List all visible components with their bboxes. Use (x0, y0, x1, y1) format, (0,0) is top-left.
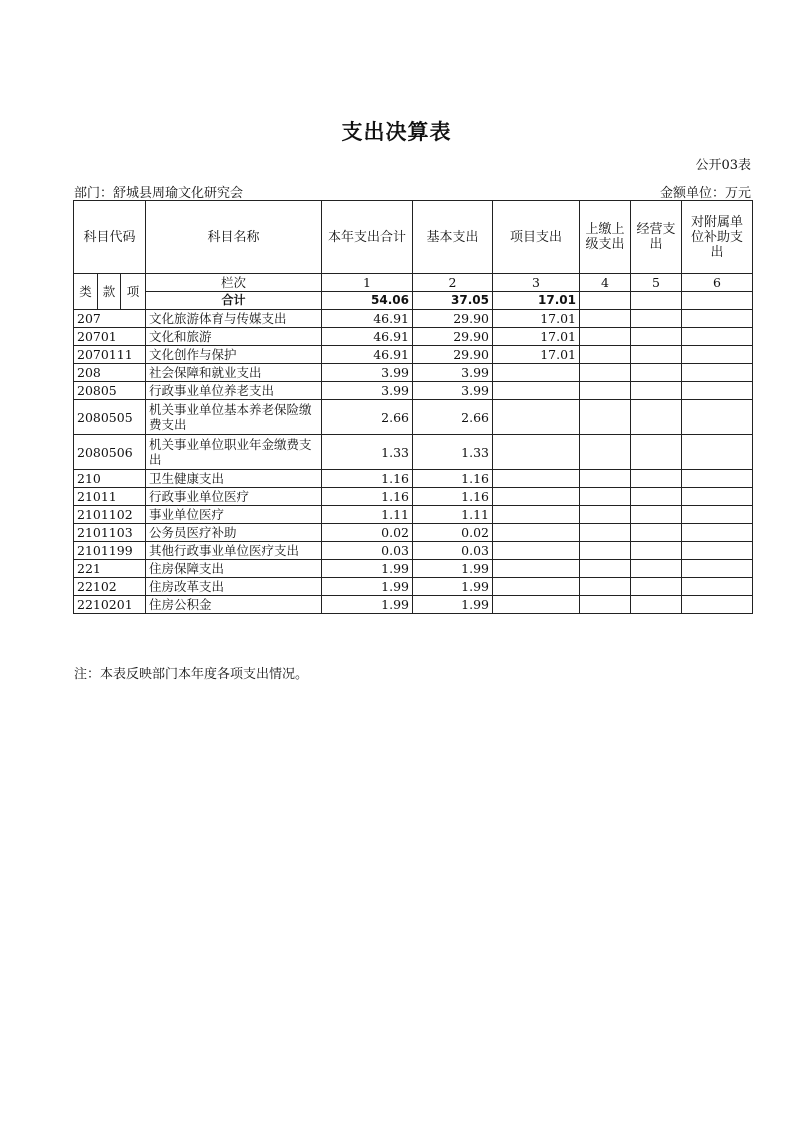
row-project (493, 470, 580, 488)
row-subsidy (682, 310, 753, 328)
header-code: 科目代码 (74, 201, 146, 274)
row-project (493, 578, 580, 596)
row-subsidy (682, 578, 753, 596)
row-business (631, 400, 682, 435)
row-upper (580, 560, 631, 578)
header-xiang: 项 (121, 274, 146, 310)
row-total: 1.99 (322, 596, 413, 614)
row-project: 17.01 (493, 346, 580, 364)
row-business (631, 328, 682, 346)
page-title: 支出决算表 (341, 120, 452, 144)
row-subsidy (682, 596, 753, 614)
row-name: 住房改革支出 (146, 578, 322, 596)
row-project (493, 382, 580, 400)
row-upper (580, 400, 631, 435)
col-index-5: 5 (631, 274, 682, 292)
row-basic: 3.99 (413, 364, 493, 382)
row-code: 2101103 (74, 524, 146, 542)
row-total: 46.91 (322, 328, 413, 346)
row-name: 卫生健康支出 (146, 470, 322, 488)
row-business (631, 382, 682, 400)
row-basic: 1.99 (413, 578, 493, 596)
row-subsidy (682, 488, 753, 506)
row-code: 2070111 (74, 346, 146, 364)
header-name: 科目名称 (146, 201, 322, 274)
header-project: 项目支出 (493, 201, 580, 274)
column-index-row (74, 274, 753, 292)
col-index-4: 4 (580, 274, 631, 292)
row-total: 0.02 (322, 524, 413, 542)
table-row (74, 435, 753, 470)
row-name: 公务员医疗补助 (146, 524, 322, 542)
col-index-1: 1 (322, 274, 413, 292)
row-project (493, 524, 580, 542)
row-total: 46.91 (322, 346, 413, 364)
row-total: 3.99 (322, 364, 413, 382)
row-code: 221 (74, 560, 146, 578)
expenditure-table (73, 200, 753, 614)
row-business (631, 470, 682, 488)
row-basic: 0.03 (413, 542, 493, 560)
row-total: 1.16 (322, 488, 413, 506)
row-basic: 29.90 (413, 310, 493, 328)
table-row (74, 382, 753, 400)
row-total: 1.11 (322, 506, 413, 524)
row-code: 20805 (74, 382, 146, 400)
row-upper (580, 435, 631, 470)
row-business (631, 488, 682, 506)
row-basic: 1.16 (413, 488, 493, 506)
row-project: 17.01 (493, 328, 580, 346)
row-upper (580, 310, 631, 328)
department-label: 部门：舒城县周瑜文化研究会 (74, 186, 244, 201)
table-row (74, 470, 753, 488)
row-upper (580, 364, 631, 382)
header-subsidy: 对附属单位补助支出 (682, 201, 753, 274)
sum-project: 17.01 (493, 292, 580, 310)
row-basic: 0.02 (413, 524, 493, 542)
table-note: 注：本表反映部门本年度各项支出情况。 (74, 667, 309, 682)
row-total: 3.99 (322, 382, 413, 400)
table-row (74, 488, 753, 506)
row-total: 1.99 (322, 560, 413, 578)
row-name: 社会保障和就业支出 (146, 364, 322, 382)
row-basic: 1.11 (413, 506, 493, 524)
row-name: 文化旅游体育与传媒支出 (146, 310, 322, 328)
row-code: 2080506 (74, 435, 146, 470)
header-lei: 类 (74, 274, 98, 310)
header-upper: 上缴上级支出 (580, 201, 631, 274)
row-subsidy (682, 346, 753, 364)
row-total: 1.33 (322, 435, 413, 470)
row-business (631, 542, 682, 560)
row-total: 2.66 (322, 400, 413, 435)
row-code: 2101102 (74, 506, 146, 524)
row-business (631, 506, 682, 524)
row-subsidy (682, 470, 753, 488)
row-project (493, 506, 580, 524)
row-business (631, 524, 682, 542)
table-row (74, 524, 753, 542)
table-row (74, 560, 753, 578)
row-business (631, 346, 682, 364)
row-total: 46.91 (322, 310, 413, 328)
table-row (74, 506, 753, 524)
row-project (493, 596, 580, 614)
header-total: 本年支出合计 (322, 201, 413, 274)
sum-row (74, 292, 753, 310)
row-business (631, 435, 682, 470)
row-subsidy (682, 400, 753, 435)
table-row (74, 400, 753, 435)
sum-business (631, 292, 682, 310)
row-upper (580, 470, 631, 488)
row-basic: 3.99 (413, 382, 493, 400)
row-business (631, 596, 682, 614)
row-basic: 29.90 (413, 328, 493, 346)
row-upper (580, 596, 631, 614)
row-basic: 1.33 (413, 435, 493, 470)
row-code: 2101199 (74, 542, 146, 560)
row-code: 2080505 (74, 400, 146, 435)
row-code: 2210201 (74, 596, 146, 614)
table-row (74, 346, 753, 364)
sum-total: 54.06 (322, 292, 413, 310)
table-row (74, 596, 753, 614)
header-kuan: 款 (98, 274, 121, 310)
row-upper (580, 524, 631, 542)
row-upper (580, 382, 631, 400)
table-row (74, 542, 753, 560)
row-name: 行政事业单位医疗 (146, 488, 322, 506)
header-basic: 基本支出 (413, 201, 493, 274)
row-subsidy (682, 560, 753, 578)
row-business (631, 310, 682, 328)
row-code: 207 (74, 310, 146, 328)
header-lanci: 栏次 (146, 274, 322, 292)
row-code: 208 (74, 364, 146, 382)
row-upper (580, 506, 631, 524)
row-total: 1.99 (322, 578, 413, 596)
table-row (74, 328, 753, 346)
row-business (631, 364, 682, 382)
row-subsidy (682, 328, 753, 346)
row-upper (580, 346, 631, 364)
table-row (74, 364, 753, 382)
table-row (74, 310, 753, 328)
row-project (493, 488, 580, 506)
row-basic: 1.16 (413, 470, 493, 488)
row-upper (580, 578, 631, 596)
row-basic: 2.66 (413, 400, 493, 435)
row-subsidy (682, 524, 753, 542)
row-upper (580, 542, 631, 560)
row-code: 210 (74, 470, 146, 488)
row-subsidy (682, 382, 753, 400)
row-name: 其他行政事业单位医疗支出 (146, 542, 322, 560)
row-name: 事业单位医疗 (146, 506, 322, 524)
col-index-6: 6 (682, 274, 753, 292)
sum-label: 合计 (146, 292, 322, 310)
row-name: 行政事业单位养老支出 (146, 382, 322, 400)
col-index-2: 2 (413, 274, 493, 292)
row-name: 住房保障支出 (146, 560, 322, 578)
row-code: 20701 (74, 328, 146, 346)
row-subsidy (682, 542, 753, 560)
row-subsidy (682, 506, 753, 524)
row-project (493, 400, 580, 435)
row-code: 21011 (74, 488, 146, 506)
row-project: 17.01 (493, 310, 580, 328)
row-project (493, 542, 580, 560)
row-basic: 29.90 (413, 346, 493, 364)
col-index-3: 3 (493, 274, 580, 292)
row-upper (580, 488, 631, 506)
row-name: 机关事业单位基本养老保险缴费支出 (146, 400, 322, 435)
row-business (631, 560, 682, 578)
row-name: 住房公积金 (146, 596, 322, 614)
row-basic: 1.99 (413, 596, 493, 614)
sum-subsidy (682, 292, 753, 310)
row-project (493, 364, 580, 382)
amount-unit-label: 金额单位：万元 (659, 186, 751, 201)
row-upper (580, 328, 631, 346)
row-code: 22102 (74, 578, 146, 596)
row-subsidy (682, 364, 753, 382)
row-name: 机关事业单位职业年金缴费支出 (146, 435, 322, 470)
header-row (74, 201, 753, 274)
row-total: 0.03 (322, 542, 413, 560)
header-business: 经营支出 (631, 201, 682, 274)
row-basic: 1.99 (413, 560, 493, 578)
row-subsidy (682, 435, 753, 470)
row-name: 文化创作与保护 (146, 346, 322, 364)
row-total: 1.16 (322, 470, 413, 488)
row-business (631, 578, 682, 596)
row-project (493, 435, 580, 470)
form-number: 公开03表 (695, 158, 751, 173)
table-row (74, 578, 753, 596)
sum-basic: 37.05 (413, 292, 493, 310)
row-project (493, 560, 580, 578)
row-name: 文化和旅游 (146, 328, 322, 346)
sum-upper (580, 292, 631, 310)
